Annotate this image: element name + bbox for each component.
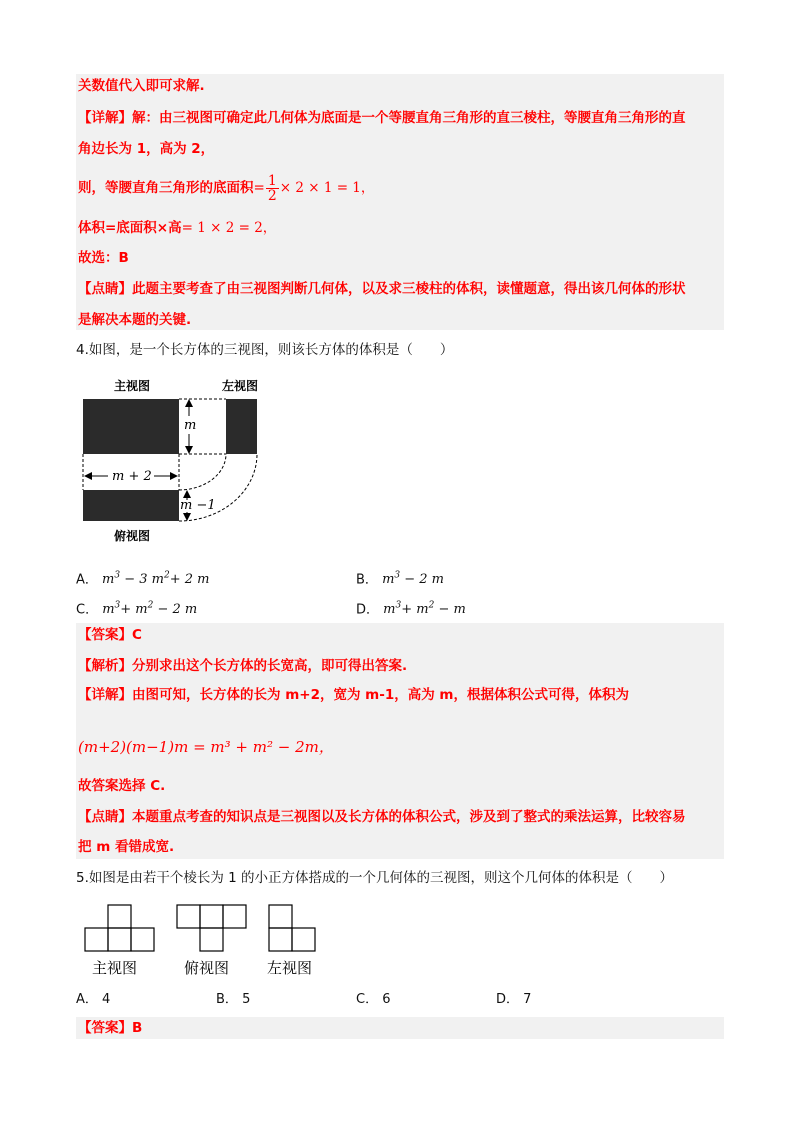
option-letter: B． (216, 992, 238, 1007)
q4-detail (78, 686, 629, 704)
q4-option-b (356, 567, 444, 589)
option-letter: A． (76, 992, 98, 1007)
question-4-stem: 4.如图，是一个长方体的三视图，则该长方体的体积是（ ） (76, 342, 454, 358)
comment-line-1 (78, 280, 686, 298)
top-view-label: 俯视图 (114, 529, 151, 543)
q4-formula: (m+2)(m−1)m = m³ + m² − 2m， (78, 738, 334, 756)
q4-conclusion: 故答案选择 C. (78, 778, 166, 794)
detail-line-1 (78, 109, 686, 127)
option-value: 4 (102, 992, 111, 1007)
option-letter: D． (356, 602, 380, 618)
comment-line-2: 是解决本题的关键. (78, 312, 192, 328)
q4-option-a (76, 567, 210, 589)
q4-comment-2: 把 m 看错成宽. (78, 839, 175, 855)
fraction-numerator: 1 (267, 172, 277, 189)
dim-m-minus-1: m −1 (180, 498, 216, 513)
q5-answer: 【答案】B (78, 1020, 143, 1036)
question-4-figure (78, 372, 278, 548)
solution-block-3 (76, 1017, 724, 1039)
option-expr: $m^3+ m^2 - m$ (383, 601, 466, 618)
choice-line: 故选：B (78, 250, 129, 266)
detail-line-2: 角边长为 1，高为 2， (78, 141, 215, 157)
comment-tag: 【点睛】 (78, 809, 132, 825)
detail-text: 由图可知，长方体的长为 m+2，宽为 m-1，高为 m，根据体积公式可得，体积为 (132, 687, 630, 703)
area-eq: = (253, 180, 265, 196)
area-prefix: 则，等腰直角三角形的底面积 (78, 180, 254, 196)
option-expr: $m^3 - 2$ m (382, 571, 445, 588)
q4-option-d (356, 597, 466, 619)
front-view-label: 主视图 (114, 379, 151, 393)
option-letter: D． (496, 992, 520, 1007)
option-value: 5 (242, 992, 251, 1007)
q5-front-label: 主视图 (92, 959, 138, 977)
comment-text: 本题重点考查的知识点是三视图以及长方体的体积公式，涉及到了整式的乘法运算，比较容易 (132, 809, 686, 825)
q4-answer: 【答案】C (78, 627, 142, 643)
q5-left-label: 左视图 (267, 959, 313, 977)
volume-tail: = 1 × 2 = 2， (181, 220, 277, 236)
volume-prefix: 体积=底面积×高 (78, 220, 182, 236)
q4-comment-1 (78, 808, 686, 826)
option-expr: $m^3+ m^2 - 2$ m (102, 601, 198, 618)
analysis-text: 分别求出这个长方体的长宽高，即可得出答案. (132, 658, 408, 674)
analysis-tag: 【解析】 (78, 658, 132, 674)
dim-m: m (184, 418, 197, 433)
comment-tag: 【点睛】 (78, 281, 132, 297)
comment-text: 此题主要考查了由三视图判断几何体，以及求三棱柱的体积，读懂题意，得出该几何体的形状 (132, 281, 686, 297)
option-letter: C． (356, 992, 379, 1007)
option-letter: A． (76, 572, 98, 588)
left-view-label: 左视图 (222, 379, 259, 393)
q5-option-a (76, 991, 110, 1009)
q5-top-label: 俯视图 (184, 959, 230, 977)
fraction-denominator: 2 (267, 187, 277, 204)
option-letter: C． (76, 602, 99, 618)
option-value: 7 (523, 992, 532, 1007)
question-5-figure (82, 902, 332, 982)
option-letter: B． (356, 572, 378, 588)
option-value: 6 (382, 992, 391, 1007)
detail-text: 解：由三视图可确定此几何体为底面是一个等腰直角三角形的直三棱柱，等腰直角三角形的直 (132, 110, 686, 126)
dim-m-plus-2: m + 2 (112, 469, 152, 484)
q4-option-c (76, 597, 197, 619)
left-view-rect (226, 399, 257, 454)
option-expr: $m^3 - 3$ $m^2+ 2$ m (102, 571, 210, 588)
question-5-stem: 5.如图是由若干个棱长为 1 的小正方体搭成的一个几何体的三视图，则这个几何体的体积是（ ） (76, 870, 674, 886)
area-tail: × 2 × 1 = 1， (279, 180, 375, 196)
fraction (266, 174, 279, 203)
q5-option-c (356, 991, 391, 1009)
volume-line (78, 219, 276, 237)
q5-option-d (496, 991, 531, 1009)
q5-option-b (216, 991, 250, 1009)
solution-line: 关数值代入即可求解. (78, 78, 205, 94)
detail-tag: 【详解】 (78, 687, 132, 703)
detail-tag: 【详解】 (78, 110, 132, 126)
top-view-rect (83, 490, 179, 521)
area-line (78, 170, 374, 206)
q4-analysis (78, 657, 407, 675)
front-view-rect (83, 399, 179, 454)
